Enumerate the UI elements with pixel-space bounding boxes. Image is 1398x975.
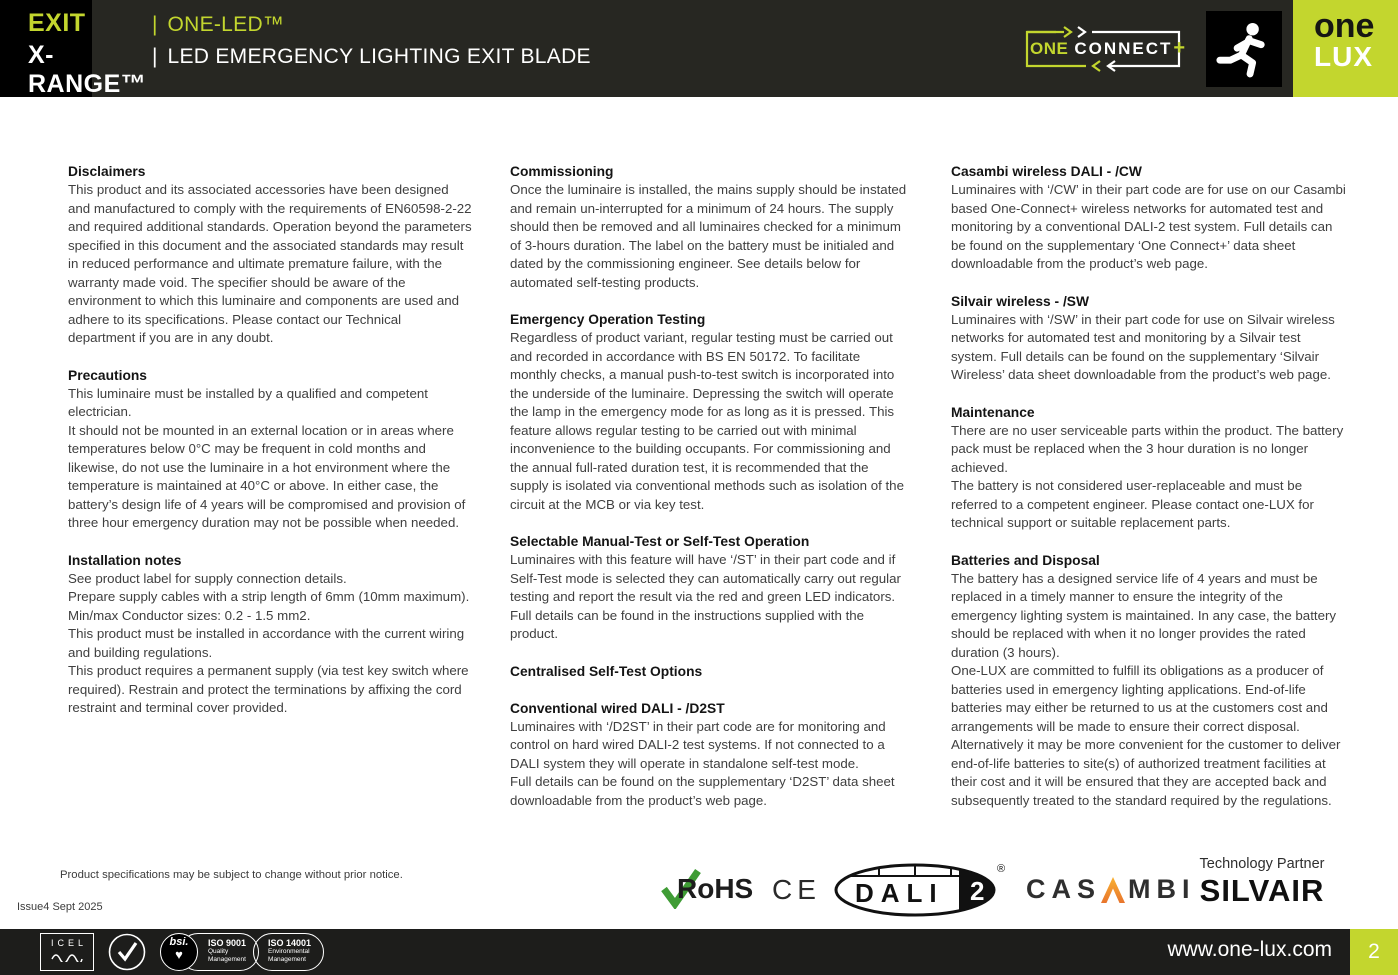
iso-scope-line1: Quality <box>208 948 229 955</box>
issue-date: Issue4 Sept 2025 <box>17 901 103 913</box>
header-title-row-1 <box>28 9 591 41</box>
section-batteries-disposal <box>951 551 1349 811</box>
exit-running-man-icon <box>1206 11 1282 87</box>
section-heading: Centralised Self-Test Options <box>510 663 703 679</box>
header-titles <box>28 9 591 98</box>
section-casambi-wireless <box>951 162 1349 274</box>
bsi-heart-icon: ♥ <box>175 947 183 962</box>
section-paragraph: Full details can be found on the supplementary ‘D2ST’ data sheet downloadable from the product’s web page. <box>510 774 895 808</box>
section-paragraph: Regardless of product variant, regular testing must be carried out and recorded in accordance with BS EN 50172. To facilitate monthly checks, a manual push-to-test switch is incorporated into the underside of the luminaire. Depressing the switch will operate the lamp in the emergency mode for as long as it is pressed. This feature allows regular testing to be carried out with minimal inconvenience to the building occupants. For commissioning and the annual full-rated duration test, it is recommended that the supply is isolated via conventional methods such as isolation of the circuit at the MCB or via key test. <box>510 330 904 512</box>
section-paragraph: Luminaires with ‘/D2ST’ in their part code are for monitoring and control on hard wired DALI-2 test systems. If not connected to a DALI system they will operate in standalone self-test mode. <box>510 718 886 771</box>
icel-label: ICEL <box>50 938 87 948</box>
page-title: LED EMERGENCY LIGHTING EXIT BLADE <box>167 45 591 68</box>
section-heading: Silvair wireless - /SW <box>951 293 1090 309</box>
section-heading: Batteries and Disposal <box>951 552 1100 568</box>
one-lux-logo-one: one <box>1314 7 1375 45</box>
bsi-org-label: bsi. <box>169 936 189 948</box>
section-installation-notes <box>68 551 472 718</box>
footer-bar <box>0 929 1398 975</box>
one-lux-logo <box>1293 0 1398 97</box>
section-paragraph: Luminaires with ‘/CW’ in their part code are for use on our Casambi based One-Connect+ wireless networks for automated test and monitoring by a conventional DALI-2 test system. Full details can be found on the supplementary ‘One Connect+’ data sheet downloadable from the product’s web page. <box>951 182 1346 271</box>
one-lux-logo-lux: LUX <box>1314 41 1373 72</box>
spec-change-note: Product specifications may be subject to change without prior notice. <box>60 869 403 881</box>
silvair-logo <box>1196 856 1328 907</box>
section-paragraph: This product and its associated accessories have been designed and manufactured to comply with the requirements of EN60598-2-22 and required additional standards. Operation beyond the parameters specified in this document and the associated standards may result in reduced performance and ultimate premature failure, with the warranty made void. The specifier should be aware of the environment to which this luminaire and components are used and adhere to its specifications. Please contact our Technical department if you are in any doubt. <box>68 182 472 345</box>
section-emergency-operation-testing <box>510 310 908 514</box>
section-paragraph: One-LUX are committed to fulfill its obligations as a producer of batteries used in emergency lighting applications. End-of-life batteries may either be returned to us at the customers cost and arrangements will be made to ensure their correct disposal. Alternatively it may be more convenient for the customer to deliver end-of-life batteries to site(s) of authorized treatment facilities at their cost and it will be ensured that they are accepted back and subsequently treated to the standard required by the regulations. <box>951 663 1341 808</box>
section-paragraph: It should not be mounted in an external location or in areas where temperatures below 0°C may be frequent in cold months and likewise, do not use the luminaire in a hot environment where the temperature is maintained at 40°C or above. In either case, the battery’s design life of 4 years will be compromised and provision of three hour emergency duration may not be possible when needed. <box>68 422 466 530</box>
header-title-row-2 <box>28 41 591 98</box>
section-commissioning <box>510 162 908 292</box>
section-heading: Maintenance <box>951 404 1035 420</box>
text-column-3 <box>951 162 1349 828</box>
casambi-logo <box>1026 874 1196 905</box>
page-number: 2 <box>1350 929 1398 975</box>
casambi-chevron-icon <box>1101 877 1125 903</box>
section-paragraph: This product must be installed in accordance with the current wiring and building regulations. <box>68 626 465 660</box>
certification-roundel-icon <box>108 933 146 971</box>
bsi-kitemark-icon <box>160 933 198 971</box>
section-paragraph: Luminaires with this feature will have ‘/ST’ in their part code and if Self-Test mode is selected they can automatically carry out regular testing and report the result via the red and green LED indicators. Full details can be found in the instructions supplied with the product. <box>510 552 901 641</box>
section-paragraph: This product requires a permanent supply (via test key switch where required). Restrain and protect the terminations by affixing the cord restraint and terminal cover provided. <box>68 663 469 715</box>
icel-badge <box>40 933 94 971</box>
one-connect-logo <box>1016 20 1186 78</box>
title-separator: | <box>152 13 158 36</box>
website-link[interactable]: www.one-lux.com <box>1167 938 1332 961</box>
dali-2-logo <box>833 860 1009 923</box>
section-selectable-test <box>510 532 908 644</box>
section-heading: Commissioning <box>510 164 614 179</box>
series-name: ONE-LED™ <box>167 13 285 36</box>
section-precautions <box>68 366 472 533</box>
iso-scope-line2: Management <box>208 955 246 963</box>
section-conventional-dali <box>510 699 908 811</box>
one-connect-plus: + <box>1173 37 1186 59</box>
section-heading: Emergency Operation Testing <box>510 312 706 327</box>
bsi-iso-14001-badge <box>253 933 324 971</box>
section-silvair-wireless <box>951 292 1349 385</box>
section-heading: Installation notes <box>68 552 182 568</box>
header <box>0 0 1398 97</box>
section-paragraph: See product label for supply connection details. <box>68 570 347 586</box>
silvair-wordmark: SILVAIR <box>1199 873 1325 908</box>
section-heading: Casambi wireless DALI - /CW <box>951 164 1142 179</box>
range-name: X-RANGE™ <box>28 41 147 98</box>
dali-registered-mark: ® <box>997 863 1006 875</box>
icel-wave-icon <box>49 948 85 962</box>
iso-scope-line2: Management <box>268 955 306 963</box>
section-paragraph: Once the luminaire is installed, the mains supply should be instated and remain un-interrupted for a minimum of 24 hours. The supply should then be removed and all luminaires checked for a minimum of 3-hours duration. The label on the battery must be initialed and dated by the commissioning engineer. See details below for automated self-testing products. <box>510 182 907 290</box>
section-paragraph: There are no user serviceable parts within the product. The battery pack must be replaced when the 3 hour duration is no longer achieved. <box>951 422 1344 475</box>
iso-standard: ISO 14001 <box>268 938 312 948</box>
section-paragraph: Luminaires with ‘/SW’ in their part code for use on Silvair wireless networks for automated test and monitoring by a Silvair test system. Full details can be found on the supplementary ‘Silvair Wireless’ data sheet downloadable from the product’s web page. <box>951 311 1335 382</box>
casambi-right: MBI <box>1128 874 1196 904</box>
section-disclaimers <box>68 162 472 348</box>
section-maintenance <box>951 403 1349 533</box>
section-heading: Precautions <box>68 367 147 383</box>
dali-version: 2 <box>970 876 985 906</box>
section-paragraph: Prepare supply cables with a strip length of 6mm (10mm maximum). <box>68 589 470 604</box>
rohs-label: RoHS <box>677 873 754 904</box>
title-separator: | <box>152 45 158 68</box>
one-connect-wordmark <box>1030 20 1185 78</box>
section-paragraph: The battery has a designed service life of 4 years and must be replaced in a timely manner to ensure the integrity of the emergency lighting system is maintained. In any case, the battery should be replaced with when it no longer provides the rated duration (3 hours). <box>951 570 1337 660</box>
bsi-badges <box>160 933 324 971</box>
one-connect-connect: CONNECT <box>1074 38 1173 58</box>
section-heading: Disclaimers <box>68 164 146 179</box>
certification-badges <box>40 933 324 971</box>
iso-standard: ISO 9001 <box>208 938 247 948</box>
dali-wordmark: DALI <box>855 878 944 908</box>
section-heading: Conventional wired DALI - /D2ST <box>510 700 725 716</box>
iso-scope-line1: Environmental <box>268 948 310 955</box>
rohs-logo <box>660 865 780 913</box>
silvair-partner-label: Technology Partner <box>1199 856 1325 872</box>
section-paragraph: The battery is not considered user-replaceable and must be referred to a competent engineer. Please contact one-LUX for technical support or suitable replacement parts. <box>951 478 1314 530</box>
section-centralised-self-test <box>510 662 908 681</box>
product-name: EXIT <box>28 9 86 37</box>
ce-mark: CE <box>772 874 821 905</box>
section-paragraph: This luminaire must be installed by a qualified and competent electrician. <box>68 385 428 419</box>
one-connect-one: ONE <box>1030 38 1069 58</box>
header-logos <box>1016 0 1398 97</box>
section-heading: Selectable Manual-Test or Self-Test Operation <box>510 534 810 549</box>
casambi-left: CAS <box>1026 874 1102 904</box>
section-paragraph: Min/max Conductor sizes: 0.2 - 1.5 mm2. <box>68 607 311 623</box>
text-column-1 <box>68 162 472 736</box>
text-column-2 <box>510 162 908 828</box>
